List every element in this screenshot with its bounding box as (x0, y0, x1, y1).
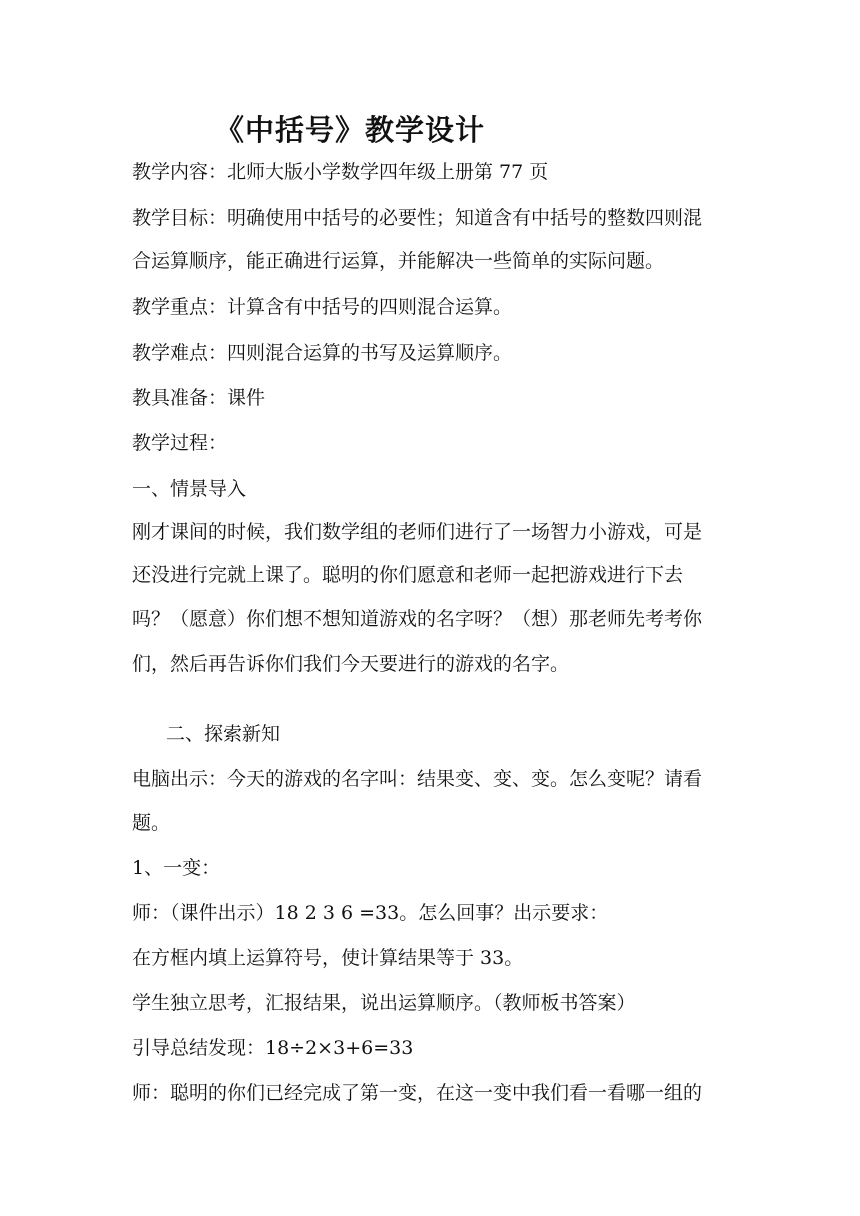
intro-paragraph-line-4: 们，然后再告诉你们我们今天要进行的游戏的名字。 (132, 653, 570, 675)
step-1-heading: 1、一变： (132, 857, 221, 879)
step-1-line-1: 师：（课件出示）18 2 3 6 =33。怎么回事？出示要求： (132, 902, 609, 924)
explore-line-1: 电脑出示：今天的游戏的名字叫：结果变、变、变。怎么变呢？请看 (132, 768, 703, 790)
intro-paragraph-line-2: 还没进行完就上课了。聪明的你们愿意和老师一起把游戏进行下去 (132, 564, 684, 586)
explore-line-2: 题。 (132, 812, 171, 834)
intro-paragraph-line-3: 吗？（愿意）你们想不想知道游戏的名字呀？（想）那老师先考考你 (132, 608, 703, 630)
teaching-focus-line: 教学重点：计算含有中括号的四则混合运算。 (132, 296, 513, 318)
step-1-line-3: 学生独立思考，汇报结果，说出运算顺序。（教师板书答案） (132, 992, 636, 1014)
step-1-line-2: 在方框内填上运算符号，使计算结果等于 33。 (132, 947, 524, 969)
teaching-content-line: 教学内容：北师大版小学数学四年级上册第 77 页 (132, 161, 549, 183)
step-1-line-4: 引导总结发现：18÷2×3+6=33 (132, 1037, 414, 1059)
teaching-goal-line-1: 教学目标：明确使用中括号的必要性；知道含有中括号的整数四则混 (132, 207, 703, 229)
teaching-goal-line-2: 合运算顺序，能正确进行运算，并能解决一些简单的实际问题。 (132, 250, 665, 272)
teaching-process-heading: 教学过程： (132, 432, 228, 454)
section-2-heading: 二、探索新知 (166, 723, 281, 745)
teaching-tools-line: 教具准备：课件 (132, 387, 266, 409)
section-1-heading: 一、情景导入 (132, 478, 247, 500)
step-1-line-5: 师：聪明的你们已经完成了第一变，在这一变中我们看一看哪一组的 (132, 1082, 703, 1104)
intro-paragraph-line-1: 刚才课间的时候，我们数学组的老师们进行了一场智力小游戏，可是 (132, 521, 703, 543)
document-title: 《中括号》教学设计 (215, 113, 486, 147)
teaching-difficulty-line: 教学难点：四则混合运算的书写及运算顺序。 (132, 342, 513, 364)
